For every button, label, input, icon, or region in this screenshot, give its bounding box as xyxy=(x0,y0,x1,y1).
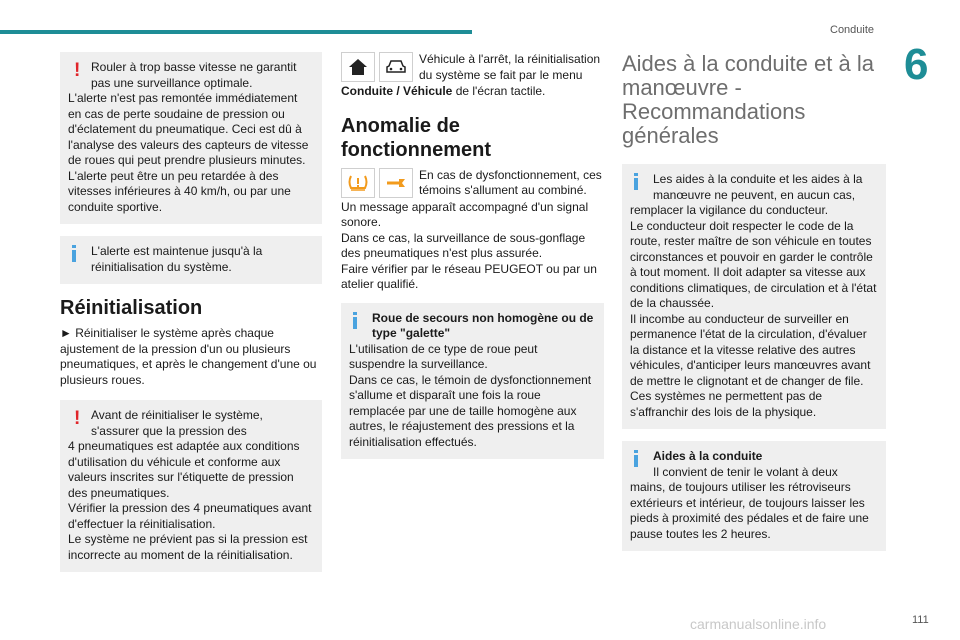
section-title: Aides à la conduite et à la manœuvre - Recommandations générales xyxy=(622,51,874,148)
info-box-alert xyxy=(60,236,322,284)
warning-box-speed xyxy=(60,52,322,224)
reset-intro-text: Véhicule à l'arrêt, la réinitialisation du système se fait par le menu xyxy=(419,52,601,82)
page-number: 111 xyxy=(912,614,929,626)
info-box-spare-wheel xyxy=(341,303,604,460)
warning-lead-text: Avant de réinitialiser le système, s'assurer que la pression des xyxy=(91,408,263,438)
info-body-text: Il incombe au conducteur de surveiller en permanence l'état de la circulation, d'évaluer la distance et la vitesse relative des autres véhicules, d'anticiper leurs manœuvres avant de mettre le clignotant et de changer de file. xyxy=(630,311,871,388)
warning-mark-icon: ! xyxy=(74,408,81,429)
anomaly-text: Un message apparaît accompagné d'un signal sonore. xyxy=(341,199,589,229)
warning-body-text: Vérifier la pression des 4 pneumatiques avant d'effectuer la réinitialisation. xyxy=(68,501,312,531)
info-mark-icon xyxy=(72,245,76,262)
warning-mark-icon: ! xyxy=(74,60,81,81)
anomaly-icons xyxy=(341,168,413,198)
section-label: Conduite xyxy=(830,24,875,36)
reset-step-text: ► Réinitialiser le système après chaque ajustement de la pression d'un ou plusieurs pneumatiques, et après le changement d'une ou plusieurs roues. xyxy=(60,326,317,387)
tpms-warning-icon xyxy=(341,168,375,198)
warning-body-text: 4 pneumatiques est adaptée aux conditions d'utilisation du véhicule et conforme aux valeurs inscrites sur l'étiquette de pression des pneumatiques. xyxy=(68,439,300,500)
menu-icons xyxy=(341,52,413,82)
info-title: Roue de secours non homogène ou de type "galette" xyxy=(372,310,594,340)
header-accent-bar xyxy=(0,30,472,34)
info-body-text: Dans ce cas, le témoin de dysfonctionnement s'allume et disparaît une fois la roue remplacée par une de taille homogène aux autres, le réajustement des pressions et la réinitialisation effectués. xyxy=(349,372,592,449)
info-lead-text: Il convient de tenir le volant à deux xyxy=(653,464,838,479)
watermark: carmanualsonline.info xyxy=(690,616,827,632)
info-mark-icon xyxy=(634,173,638,190)
info-text: L'alerte est maintenue jusqu'à la réinitialisation du système. xyxy=(91,244,263,274)
wrench-icon xyxy=(379,168,413,198)
anomaly-text: Dans ce cas, la surveillance de sous-gonflage des pneumatiques n'est plus assurée. xyxy=(341,230,586,260)
info-mark-icon xyxy=(353,312,357,329)
heading-reinitialisation: Réinitialisation xyxy=(60,297,203,319)
info-body-text: Ces systèmes ne permettent pas de s'affranchir des lois de la physique. xyxy=(630,389,823,419)
column-2 xyxy=(341,52,604,471)
info-body-text: mains, de toujours utiliser les rétroviseurs extérieurs et intérieur, de toujours laisser les pieds à proximité des pédales et de faire une pause toutes les 2 heures. xyxy=(630,480,869,541)
chapter-number: 6 xyxy=(904,40,929,89)
home-icon xyxy=(341,52,375,82)
info-box-recommendations xyxy=(622,164,886,429)
menu-path-rest: de l'écran tactile. xyxy=(452,84,546,98)
menu-path: Conduite / Véhicule xyxy=(341,84,453,98)
warning-body-text: Le système ne prévient pas si la pression est incorrecte au moment de la réinitialisation. xyxy=(68,532,308,562)
anomaly-lead-text: En cas de dysfonctionnement, ces témoins s'allument au combiné. xyxy=(419,167,602,197)
info-body-text: L'utilisation de ce type de roue peut suspendre la surveillance. xyxy=(349,341,538,371)
anomaly-text: Faire vérifier par le réseau PEUGEOT ou par un atelier qualifié. xyxy=(341,261,597,291)
info-title: Aides à la conduite xyxy=(653,449,763,463)
heading-anomalie: Anomalie de fonctionnement xyxy=(341,114,491,161)
car-icon xyxy=(379,52,413,82)
info-mark-icon xyxy=(634,450,638,467)
warning-box-reset xyxy=(60,400,322,572)
column-1 xyxy=(60,52,322,584)
info-lead-text: Les aides à la conduite et les aides à la manœuvre ne peuvent, en aucun cas, xyxy=(653,172,863,202)
info-body-text: Le conducteur doit respecter le code de la route, rester maître de son véhicule en toutes circonstances et pouvoir en garder le contrôle à tout moment. Il doit adapter sa vitesse aux conditions climatiques, de circulation et à l'état de la chaussée. xyxy=(630,218,877,310)
warning-lead-text: Rouler à trop basse vitesse ne garantit pas une surveillance optimale. xyxy=(91,60,297,90)
warning-body-text: L'alerte n'est pas remontée immédiatement en cas de perte soudaine de pression ou d'éclatement du pneumatique. Ceci est dû à l'analyse des valeurs des capteurs de vitesse de roues qui peut prendre plusieurs minutes. L'alerte peut être un peu retardée à des vitesses inférieures à 40 km/h, ou par une conduite sportive. xyxy=(68,91,309,214)
info-box-driving-aids xyxy=(622,441,886,551)
column-3 xyxy=(622,52,886,563)
info-body-text: remplacer la vigilance du conducteur. xyxy=(630,203,829,217)
